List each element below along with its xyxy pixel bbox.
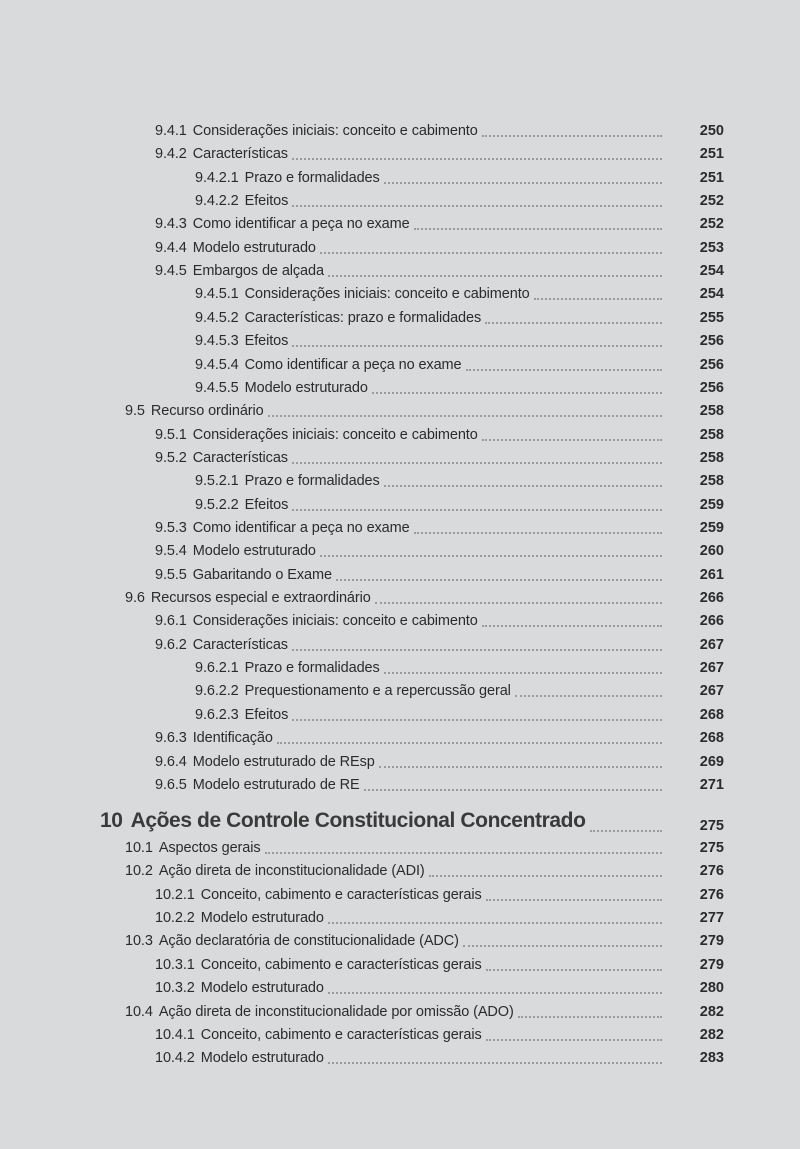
toc-entry-number: 9.5.1 [155, 426, 187, 443]
toc-entry-number: 9.4.2.2 [195, 193, 239, 209]
toc-entry [0, 775, 800, 797]
toc-dot-leader [292, 345, 662, 347]
toc-entry [0, 331, 800, 353]
toc-dot-leader [384, 182, 662, 184]
toc-entry-title: Ações de Controle Constitucional Concentrado [130, 809, 586, 833]
toc-entry-number: 10.4 [125, 1003, 153, 1020]
toc-dot-leader [515, 695, 662, 697]
toc-entry-title: Efeitos [244, 193, 289, 209]
toc-entry-number: 10.4.2 [155, 1050, 195, 1067]
toc-entry-label [155, 908, 324, 928]
toc-entry-title: Recurso ordinário [150, 403, 264, 420]
toc-entry [0, 1048, 800, 1070]
toc-entry-title: Efeitos [244, 496, 289, 513]
toc-entry [0, 838, 800, 860]
toc-entry-label [155, 144, 288, 164]
toc-entry-label [125, 1002, 514, 1022]
toc-dot-leader [485, 322, 662, 324]
toc-entry-label [100, 808, 586, 834]
toc-entry [0, 471, 800, 493]
toc-entry-page-number: 251 [699, 169, 724, 186]
toc-entry-page-number: 268 [699, 730, 724, 747]
toc-entry-number: 9.5.2 [155, 449, 187, 466]
toc-entry-label [195, 378, 368, 398]
toc-entry [0, 541, 800, 563]
toc-entry-title: Aspectos gerais [158, 840, 261, 856]
toc-dot-leader [379, 766, 662, 768]
toc-entry-page-number: 279 [699, 956, 724, 973]
toc-dot-leader [268, 415, 662, 417]
toc-entry-page-number: 258 [699, 426, 724, 443]
toc-entry-page-number: 256 [699, 379, 724, 396]
toc-entry-title: Considerações iniciais: conceito e cabimento [192, 613, 478, 630]
toc-entry-number: 9.4.4 [155, 239, 187, 256]
toc-entry-label [125, 861, 425, 881]
toc-entry-page-number: 276 [699, 886, 724, 903]
toc-entry-number: 9.4.1 [155, 123, 187, 139]
toc-entry-label [195, 705, 288, 725]
toc-entry [0, 355, 800, 377]
toc-entry-label [155, 541, 316, 561]
toc-entry-label [155, 214, 410, 234]
toc-entry-page-number: 260 [699, 543, 724, 560]
toc-entry-title: Prequestionamento e a repercussão geral [244, 683, 511, 700]
toc-entry [0, 705, 800, 727]
toc-entry-page-number: 280 [699, 980, 724, 997]
toc-entry-number: 9.4.5.1 [195, 286, 239, 303]
toc-entry [0, 214, 800, 236]
toc-entry [0, 401, 800, 423]
toc-entry [0, 238, 800, 260]
toc-entry [0, 144, 800, 166]
toc-entry-page-number: 259 [699, 496, 724, 513]
toc-dot-leader [518, 1016, 662, 1018]
toc-entry-page-number: 250 [699, 123, 724, 139]
toc-entry-page-number: 258 [699, 449, 724, 466]
toc-entry-page-number: 266 [699, 590, 724, 606]
toc-entry-page-number: 282 [699, 1003, 724, 1020]
toc-entry-page-number: 252 [699, 216, 724, 233]
toc-dot-leader [328, 275, 662, 277]
toc-entry-title: Conceito, cabimento e características gerais [200, 956, 482, 973]
toc-entry-title: Ação declaratória de constitucionalidade (ADC) [158, 933, 459, 950]
toc-entry-label [155, 752, 375, 772]
toc-entry-number: 10.3 [125, 933, 153, 950]
toc-entry-page-number: 252 [699, 193, 724, 209]
toc-dot-leader [384, 485, 662, 487]
toc-dot-leader [292, 649, 662, 651]
toc-entry-number: 9.6.1 [155, 613, 187, 630]
toc-entry-page-number: 256 [699, 333, 724, 350]
toc-entry-title: Como identificar a peça no exame [244, 356, 462, 373]
toc-entry-number: 9.6.2.2 [195, 683, 239, 700]
toc-entry-number: 9.5.2.2 [195, 496, 239, 513]
toc-entry [0, 168, 800, 190]
toc-dot-leader [320, 252, 662, 254]
toc-entry-label [125, 931, 459, 951]
toc-entry [0, 681, 800, 703]
toc-entry-label [195, 168, 380, 188]
toc-dot-leader [292, 462, 662, 464]
toc-entry-number: 9.4.5.2 [195, 309, 239, 326]
toc-entry-page-number: 282 [699, 1026, 724, 1043]
toc-dot-leader [482, 625, 662, 627]
toc-entry-label [155, 611, 478, 631]
toc-entry-title: Considerações iniciais: conceito e cabimento [192, 123, 478, 139]
toc-entry-page-number: 255 [699, 309, 724, 326]
toc-entry-title: Características: prazo e formalidades [244, 309, 482, 326]
toc-entry-label [155, 978, 324, 998]
toc-entry [0, 635, 800, 657]
toc-entry-page-number: 258 [699, 473, 724, 490]
toc-entry-title: Modelo estruturado [200, 1050, 324, 1067]
toc-entry-page-number: 275 [699, 818, 724, 835]
toc-entry-title: Modelo estruturado [192, 239, 316, 256]
toc-entry [0, 448, 800, 470]
toc-entry-label [155, 635, 288, 655]
toc-entry-page-number: 267 [699, 683, 724, 700]
toc-dot-leader [292, 509, 662, 511]
toc-entry-number: 10.2 [125, 863, 153, 880]
toc-entry [0, 611, 800, 633]
toc-dot-leader [265, 852, 662, 854]
toc-entry [0, 1025, 800, 1047]
toc-entry-label [155, 565, 332, 585]
toc-entry-title: Modelo estruturado [244, 379, 368, 396]
toc-entry-number: 9.4.5 [155, 263, 187, 280]
toc-entry-page-number: 267 [699, 660, 724, 677]
toc-entry-label [155, 775, 360, 795]
toc-dot-leader [320, 555, 662, 557]
toc-dot-leader [328, 922, 662, 924]
toc-dot-leader [364, 789, 662, 791]
toc-entry [0, 378, 800, 400]
toc-entry-page-number: 268 [699, 706, 724, 723]
toc-entry-title: Conceito, cabimento e características gerais [200, 886, 482, 903]
toc-entry [0, 908, 800, 930]
toc-entry-title: Considerações iniciais: conceito e cabimento [192, 426, 478, 443]
toc-entry-title: Características [192, 449, 288, 466]
toc-entry-number: 9.6 [125, 590, 145, 606]
toc-entry-page-number: 258 [699, 403, 724, 420]
toc-entry-label [155, 425, 478, 445]
toc-entry-label [195, 658, 380, 678]
toc-entry-number: 9.5.4 [155, 543, 187, 560]
toc-entry-label [155, 955, 482, 975]
toc-dot-leader [292, 158, 662, 160]
toc-entry-label [195, 331, 288, 351]
toc-entry [0, 861, 800, 883]
toc-dot-leader [375, 602, 662, 604]
toc-dot-leader [486, 1039, 662, 1041]
toc-entry-title: Modelo estruturado [192, 543, 316, 560]
toc-entry-page-number: 279 [699, 933, 724, 950]
toc-entry-number: 9.6.2.3 [195, 706, 239, 723]
toc-entry [0, 1002, 800, 1024]
toc-entry-title: Como identificar a peça no exame [192, 216, 410, 233]
toc-entry-title: Recursos especial e extraordinário [150, 590, 371, 606]
toc-entry-label [155, 238, 316, 258]
toc-entry-label [195, 471, 380, 491]
toc-dot-leader [336, 579, 662, 581]
toc-entry-label [125, 838, 261, 858]
toc-entry-page-number: 259 [699, 520, 724, 536]
toc-entry-title: Características [192, 636, 288, 653]
toc-entry [0, 978, 800, 1000]
toc-entry [0, 752, 800, 774]
toc-entry [0, 495, 800, 517]
toc-entry-title: Modelo estruturado [200, 980, 324, 997]
toc-entry-label [155, 1025, 482, 1045]
toc-entry [0, 284, 800, 306]
toc-dot-leader [328, 1062, 662, 1064]
toc-entry-title: Embargos de alçada [192, 263, 324, 280]
toc-entry [0, 261, 800, 283]
toc-entry-number: 9.6.5 [155, 776, 187, 793]
toc-entry-number: 10.1 [125, 840, 153, 856]
toc-entry-title: Prazo e formalidades [244, 169, 380, 186]
toc-dot-leader [372, 392, 662, 394]
toc-entry-title: Como identificar a peça no exame [192, 520, 410, 536]
toc-entry-page-number: 283 [699, 1050, 724, 1067]
toc-dot-leader [292, 205, 662, 207]
toc-entry-title: Ação direta de inconstitucionalidade por omissão (ADO) [158, 1003, 514, 1020]
toc-entry-label [125, 588, 371, 608]
toc-entry-number: 10 [100, 809, 123, 833]
toc-entry-number: 10.2.1 [155, 886, 195, 903]
toc-entry [0, 565, 800, 587]
toc-entry-title: Características [192, 146, 288, 163]
toc-entry-number: 9.4.3 [155, 216, 187, 233]
toc-entry-number: 9.4.5.3 [195, 333, 239, 350]
toc-entry-title: Ação direta de inconstitucionalidade (ADI) [158, 863, 425, 880]
toc-entry-title: Prazo e formalidades [244, 473, 380, 490]
toc-dot-leader [463, 945, 662, 947]
toc-entry-number: 9.6.4 [155, 753, 187, 770]
toc-entry-title: Modelo estruturado [200, 910, 324, 927]
toc-chapter-entry [0, 809, 800, 836]
toc-entry-number: 9.4.5.5 [195, 379, 239, 396]
toc-entry-number: 9.5.5 [155, 566, 187, 583]
toc-entry-page-number: 251 [699, 146, 724, 163]
toc-entry-label [125, 401, 264, 421]
toc-entry-page-number: 277 [699, 910, 724, 927]
toc-entry-page-number: 276 [699, 863, 724, 880]
toc-entry-title: Efeitos [244, 706, 289, 723]
toc-entry [0, 121, 800, 143]
toc-entry [0, 931, 800, 953]
toc-entry-label [195, 284, 530, 304]
toc-entry-label [155, 261, 324, 281]
toc-dot-leader [277, 742, 662, 744]
toc-dot-leader [384, 672, 662, 674]
toc-entry-title: Modelo estruturado de REsp [192, 753, 375, 770]
toc-dot-leader [414, 228, 662, 230]
toc-entry-page-number: 269 [699, 753, 724, 770]
toc-entry-label [155, 121, 478, 141]
toc-entry [0, 955, 800, 977]
toc-entry [0, 588, 800, 610]
toc-entry-label [195, 681, 511, 701]
toc-entry-title: Prazo e formalidades [244, 660, 380, 677]
toc-dot-leader [328, 992, 662, 994]
toc-dot-leader [482, 135, 662, 137]
toc-entry [0, 425, 800, 447]
toc-entry-number: 9.6.2.1 [195, 660, 239, 677]
toc-entry-page-number: 271 [699, 776, 724, 793]
toc-dot-leader [486, 969, 662, 971]
toc-entry-label [155, 1048, 324, 1068]
toc-dot-leader [414, 532, 662, 534]
toc-dot-leader [292, 719, 662, 721]
toc-entry-page-number: 253 [699, 239, 724, 256]
toc-entry-page-number: 266 [699, 613, 724, 630]
toc-entry-title: Considerações iniciais: conceito e cabimento [244, 286, 530, 303]
toc-entry-number: 9.5.3 [155, 520, 187, 536]
toc-entry-label [155, 448, 288, 468]
toc-entry-number: 10.3.1 [155, 956, 195, 973]
toc-entry [0, 518, 800, 540]
toc-entry-page-number: 256 [699, 356, 724, 373]
toc-entry-number: 9.5.2.1 [195, 473, 239, 490]
toc-dot-leader [429, 875, 662, 877]
toc-entry-title: Modelo estruturado de RE [192, 776, 360, 793]
toc-entry-label [195, 495, 288, 515]
toc-entry-label [195, 355, 462, 375]
toc-entry [0, 191, 800, 213]
toc-entry-number: 10.3.2 [155, 980, 195, 997]
toc-entry-page-number: 254 [699, 263, 724, 280]
toc-entry-title: Gabaritando o Exame [192, 566, 332, 583]
toc-entry-title: Conceito, cabimento e características gerais [200, 1026, 482, 1043]
toc-entry-label [195, 308, 481, 328]
toc-entry-number: 10.4.1 [155, 1026, 195, 1043]
toc-entry-page-number: 254 [699, 286, 724, 303]
toc-dot-leader [482, 439, 662, 441]
toc-entry-page-number: 267 [699, 636, 724, 653]
toc-entry-number: 9.5 [125, 403, 145, 420]
toc-entry-number: 9.4.2.1 [195, 169, 239, 186]
toc-dot-leader [590, 830, 662, 832]
toc-entry-label [155, 885, 482, 905]
toc-dot-leader [534, 298, 662, 300]
toc-entry-page-number: 261 [699, 566, 724, 583]
toc-dot-leader [466, 369, 662, 371]
toc-entry-title: Efeitos [244, 333, 289, 350]
toc-entry-label [155, 518, 410, 538]
toc-entry [0, 885, 800, 907]
toc-entry-number: 9.6.3 [155, 730, 187, 747]
toc-entry-number: 9.6.2 [155, 636, 187, 653]
toc-entry-page-number: 275 [699, 840, 724, 856]
toc-entry-number: 10.2.2 [155, 910, 195, 927]
toc-entry-number: 9.4.5.4 [195, 356, 239, 373]
toc-entry-title: Identificação [192, 730, 273, 747]
toc-entry [0, 658, 800, 680]
toc-entry [0, 728, 800, 750]
toc-entry [0, 308, 800, 330]
toc-dot-leader [486, 899, 662, 901]
toc-entry-label [195, 191, 288, 211]
toc-entry-label [155, 728, 273, 748]
toc-entry-number: 9.4.2 [155, 146, 187, 163]
